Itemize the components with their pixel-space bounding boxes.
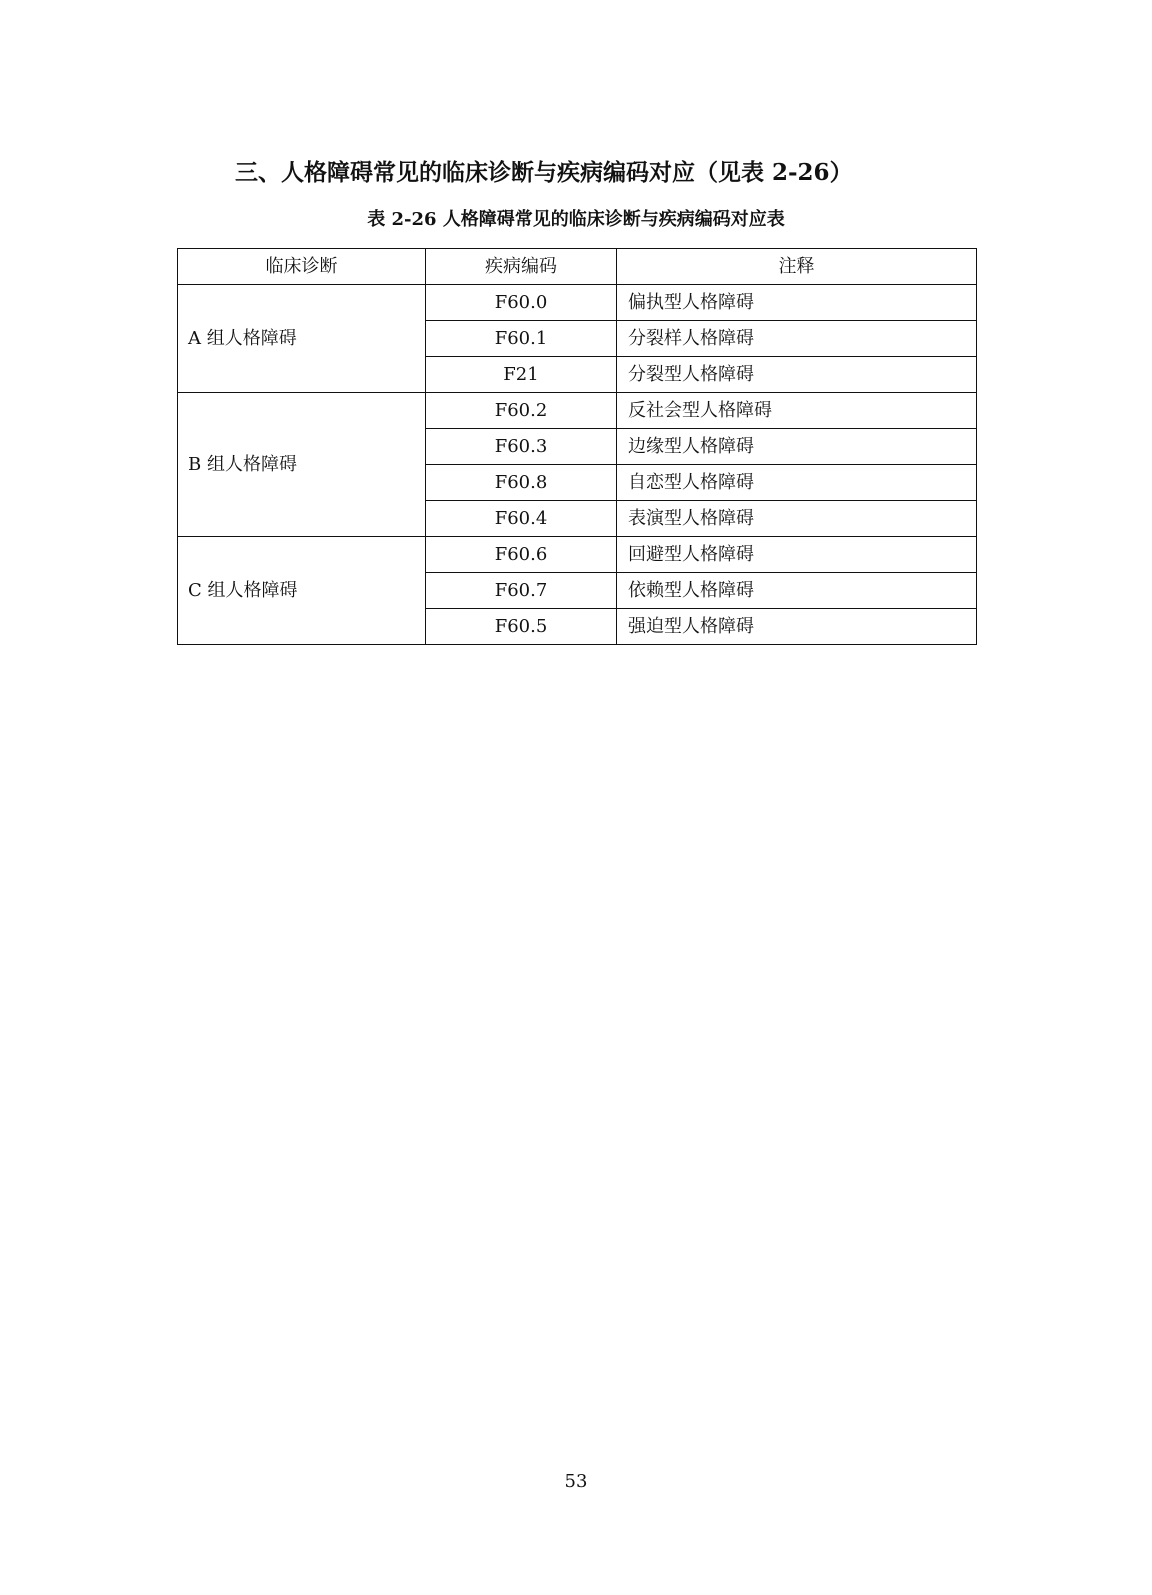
note-cell: 分裂样人格障碍 [617,321,977,357]
diagnosis-cell-group-b: B 组人格障碍 [178,393,426,537]
note-cell: 表演型人格障碍 [617,501,977,537]
diagnosis-cell-group-a: A 组人格障碍 [178,285,426,393]
diagnosis-code-table [177,248,977,645]
code-cell: F60.1 [426,321,617,357]
code-cell: F60.4 [426,501,617,537]
table-row [178,285,977,321]
note-cell: 回避型人格障碍 [617,537,977,573]
header-code: 疾病编码 [426,249,617,285]
diagnosis-cell-group-c: C 组人格障碍 [178,537,426,645]
note-cell: 反社会型人格障碍 [617,393,977,429]
code-cell: F60.3 [426,429,617,465]
code-cell: F21 [426,357,617,393]
code-cell: F60.7 [426,573,617,609]
note-cell: 边缘型人格障碍 [617,429,977,465]
note-cell: 自恋型人格障碍 [617,465,977,501]
table-caption: 表 2-26 人格障碍常见的临床诊断与疾病编码对应表 [367,209,785,230]
header-diagnosis: 临床诊断 [178,249,426,285]
header-note: 注释 [617,249,977,285]
table-row [178,393,977,429]
note-cell: 强迫型人格障碍 [617,609,977,645]
code-cell: F60.8 [426,465,617,501]
code-cell: F60.5 [426,609,617,645]
table-header-row [178,249,977,285]
table-row [178,537,977,573]
code-cell: F60.6 [426,537,617,573]
page-number: 53 [564,1471,588,1492]
note-cell: 偏执型人格障碍 [617,285,977,321]
code-cell: F60.0 [426,285,617,321]
note-cell: 依赖型人格障碍 [617,573,977,609]
note-cell: 分裂型人格障碍 [617,357,977,393]
section-heading: 三、人格障碍常见的临床诊断与疾病编码对应（见表 2-26） [235,159,853,186]
code-cell: F60.2 [426,393,617,429]
